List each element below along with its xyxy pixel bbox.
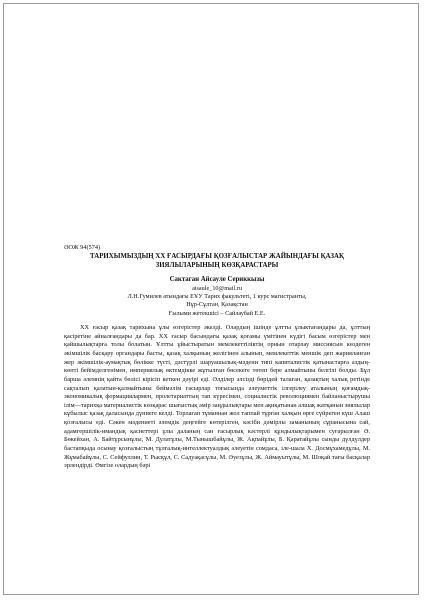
scientific-supervisor: Ғылыми жетекшісі – Сайлаубай Е.Е. <box>168 309 266 317</box>
author-email: aisaule_10@mail.ru <box>192 284 242 292</box>
article-title-line-1: ТАРИХЫМЫЗДЫҢ XX ҒАСЫРДАҒЫ ҚОЗҒАЛЫСТАР ЖАЙЫНДАҒЫ ҚАЗАҚ <box>90 253 344 260</box>
document-page <box>3 3 419 595</box>
author-city: Нұр-Сұлтан, Қазақстан <box>186 301 248 309</box>
article-title <box>64 253 370 270</box>
author-name: Сактаган Айсауле Сериккызы <box>169 276 265 284</box>
body-paragraph: XX ғасыр қазақ тарихына ұлы өзгерістер әкелді. Олардың ішінде ұлтты ұлыктағандары да, ұлттың қасіретіне айналғандары да бар. XX ғасыр басындағы қазақ қоғамы үмітінен күдігі басым өзгерістер мен қайшылықтарға толы болатын. Ұлтты ұйыстыратын мемлекеттіліктің орнын отарлау миссиясын көздеген әкімшілік басқару органдары басты, қазақ халқының желігінен алынып, мемлекеттік меншік деп жарияланған жер әкімшілік-аумақтық бөлікке түсті, дәстүрлі шаруашылық-мәдени типі капиталистік қатынастарға аздың-көпті бейімделгенімен, империялық өктемдікке жұтылған бөсекеге төтеп бере алмайтыны белгілі болды. Бұл барша әлемнің қайта бөлісі кірісіп кеткен дәуірі еді. Әлділер әлсізді бөрідей талаған, қазақтың халық ретінде сақталып қалатын-қалмайтыны беймәлім ғасырлар тоғысында әлеуметтік ілгерілеу аталының қоғамдық-экономикалық формациялармен, пролетариаттың тап күресімен, социалистік революциямен байланыстырушы ілім—тарихқа материалистік көзқарас шығыстық әмір заңдылықтары мен ақиқатынан алшақ жатқанын зиялылар кұбылыс қазақ даласында дүниеге келді. Торлаған тұманнан жол таппай тұрған халқын өрге сүйреген күш Алаш қозғалысы еді. Сәкен мәдениеті әлемдік деңгейге көтерілген, кәсіби дәмірлы заманының сұранысына сай, адамгершілік-имандық қасиеттері ұлы даланың сан ғасырлық кәстерлі құндылықтарымен суғарылған Ә. Бөкейхан, А. Байтұрсынұлы, М. Дулатұлы, М.Тынышбайұлы, Ж. Ақпайұлы, Б. Қаратайұлы сынды дүлдүлдер бастапқыда осынау қозғалыстың тұлғалық-интеллектуалдық әлеуетін сомдаса, іле-шала Х. Досмұхамедұлы, М. Жұмабайұлы, С. Сейфуллин, Т. Рысқұл, С. Садуақасұлы, М. Әуезұлы, Ж. Аймауытұлы, М. Шоқай тағы басқалар эрлендірді. Өмгізе олардың бәрі <box>64 324 370 470</box>
article-title-line-2: ЗИЯЛЫЛАРЫНЫҢ КӨЗҚАРАСТАРЫ <box>155 261 279 269</box>
udc-code: ӘОЖ 94(574) <box>64 244 101 251</box>
author-affiliation: Л.Н.Гумилев атындағы ЕҰУ Тарих факультеті, 1 курс магистранты, <box>127 293 307 300</box>
article-content <box>64 244 370 471</box>
